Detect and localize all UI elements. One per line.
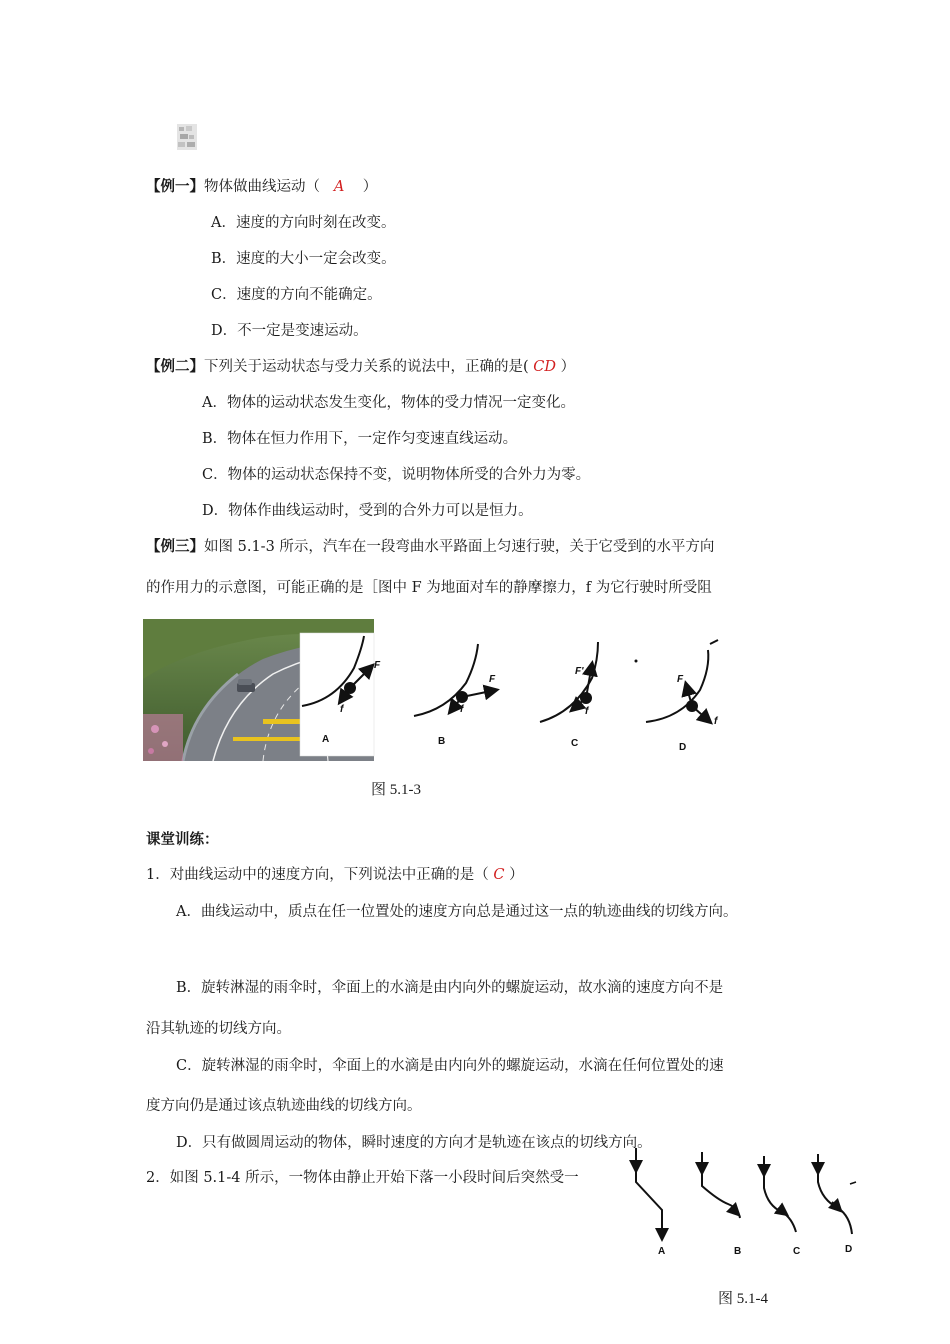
example3-question-line1: 【例三】如图 5.1-3 所示，汽车在一段弯曲水平路面上匀速行驶，关于它受到的水平方向	[146, 538, 715, 555]
figure-caption-5-1-3: 图 5.1-3	[371, 782, 421, 798]
example2-option-d: D．物体作曲线运动时，受到的合外力可以是恒力。	[202, 503, 533, 519]
force-label-d-f: f	[714, 716, 718, 727]
example3-question-line2: 的作用力的示意图，可能正确的是［图中 F 为地面对车的静摩擦力，f 为它行驶时所受阻	[146, 580, 712, 596]
trajectory-option-d	[818, 1154, 852, 1234]
q1-option-a: A．曲线运动中，质点在任一位置处的速度方向总是通过这一点的轨迹曲线的切线方向。	[176, 904, 738, 920]
example1-option-d: D．不一定是变速运动。	[211, 323, 368, 339]
diagram-option-c	[540, 642, 598, 722]
q1-option-c-line1: C．旋转淋湿的雨伞时，伞面上的水滴是由内向外的螺旋运动，水滴在任何位置处的速	[176, 1058, 724, 1074]
trajectory-option-a	[636, 1148, 662, 1236]
q1-stem: 1．对曲线运动中的速度方向，下列说法中正确的是（ C ）	[146, 867, 524, 883]
diagram-label-a: A	[322, 734, 330, 745]
q1-option-c-line2: 度方向仍是通过该点轨迹曲线的切线方向。	[146, 1098, 422, 1114]
trajectory-diagram-options	[628, 1148, 864, 1260]
q1-option-b-line1: B．旋转淋湿的雨伞时，伞面上的水滴是由内向外的螺旋运动，故水滴的速度方向不是	[176, 980, 724, 996]
force-label-a-F: F	[374, 660, 381, 671]
figure-caption-5-1-4: 图 5.1-4	[718, 1291, 768, 1307]
force-label-c-f: f	[585, 706, 589, 717]
diagram-label-c: C	[571, 738, 579, 749]
example1-option-b: B．速度的大小一定会改变。	[211, 251, 396, 267]
trajectory-option-b	[702, 1152, 740, 1218]
trajectory-label-d: D	[845, 1244, 853, 1255]
q2-stem: 2．如图 5.1-4 所示，一物体由静止开始下落一小段时间后突然受一	[146, 1170, 579, 1186]
trajectory-option-c	[764, 1156, 796, 1232]
diagram-option-b	[414, 644, 496, 716]
placeholder-image	[177, 124, 197, 150]
trajectory-label-c: C	[793, 1246, 801, 1257]
q1-option-b-line2: 沿其轨迹的切线方向。	[146, 1021, 291, 1037]
diagram-label-b: B	[438, 736, 446, 747]
example2-question: 【例二】下列关于运动状态与受力关系的说法中，正确的是( CD ）	[146, 358, 576, 375]
example1-question: 【例一】物体做曲线运动（ A ）	[146, 178, 378, 195]
force-label-b-F: F	[489, 674, 496, 685]
example2-option-c: C．物体的运动状态保持不变，说明物体所受的合外力为零。	[202, 467, 591, 483]
example2-answer: CD	[533, 359, 556, 375]
q1-answer: C	[493, 867, 505, 883]
trajectory-label-b: B	[734, 1246, 742, 1257]
diagram-label-d: D	[679, 742, 687, 753]
example1-answer: A	[333, 179, 345, 195]
example2-option-b: B．物体在恒力作用下，一定作匀变速直线运动。	[202, 431, 518, 447]
q1-option-d: D．只有做圆周运动的物体，瞬时速度的方向才是轨迹在该点的切线方向。	[176, 1135, 652, 1151]
force-diagram-options	[296, 628, 766, 758]
example2-option-a: A．物体的运动状态发生变化，物体的受力情况一定变化。	[202, 395, 575, 411]
force-label-c-Fprime: F'	[575, 666, 584, 677]
force-label-b-f: f	[460, 704, 464, 715]
example1-option-a: A．速度的方向时刻在改变。	[211, 215, 396, 231]
practice-heading: 课堂训练：	[146, 831, 219, 848]
force-label-a-f: f	[340, 704, 344, 715]
example1-option-c: C．速度的方向不能确定。	[211, 287, 382, 303]
trajectory-label-a: A	[658, 1246, 666, 1257]
force-label-d-F: F	[677, 674, 684, 685]
